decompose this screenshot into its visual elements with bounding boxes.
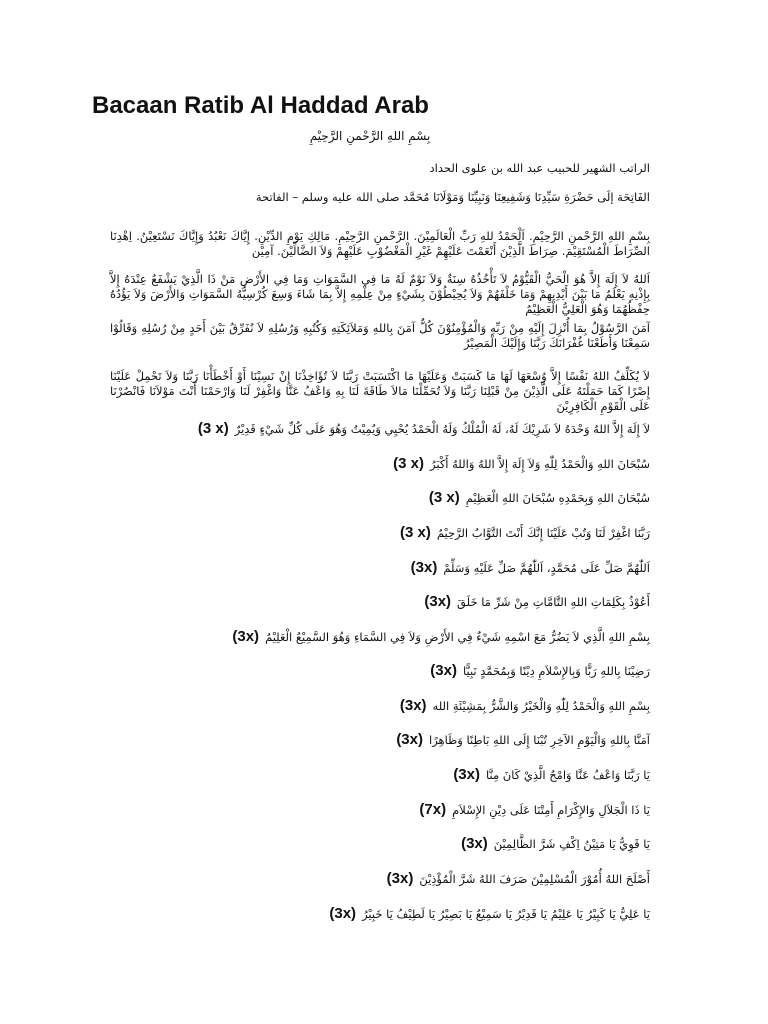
recitation-text: رَضِيْنَا بِاللهِ رَبًّا وَبِالإِسْلاَمِ دِيْنًا وَبِمُحَمَّدٍ نَبِيًّا	[462, 664, 650, 678]
recitation-line	[50, 524, 650, 541]
paragraph-la-yukallifu: لاَ يُكَلِّفُ اللهُ نَفْسًا إِلاَّ وُسْعَهَا لَهَا مَا كَسَبَتْ وَعَلَيْهَا مَا اكْتَسَبَتْ رَبَّنَا لاَ تُؤَاخِذْنَا إِنْ نَسِيْنَا أَوْ أَخْطَأْنَا رَبَّنَا وَلاَ تَحْمِلْ عَلَيْنَا إِصْرًا كَمَا حَمَلْتَهُ عَلَى الَّذِيْنَ مِنْ قَبْلِنَا رَبَّنَا وَلاَ تُحَمِّلْنَا مَالاَ طَاقَةَ لَنَا بِهِ وَاعْفُ عَنَّا وَاغْفِرْ لَنَا وَارْحَمْنَا أَنْتَ مَوْلاَنَا فَانْصُرْنَا عَلَى الْقَوْمِ الْكَافِرِيْنَ	[110, 369, 650, 413]
recitation-line	[50, 489, 650, 506]
paragraph-ayat-kursi: اَللهُ لاَ إِلَهَ إِلاَّ هُوَ الْحَيُّ الْقَيُّوْمُ لاَ تَأْخُذُهُ سِنَةٌ وَلاَ نَوْمٌ لَهُ مَا فِي السَّمَوَاتِ وَمَا فِي الأَرْضِ مَنْ ذَا الَّذِيْ يَشْفَعُ عِنْدَهُ إِلاَّ بِإِذْنِهِ يَعْلَمُ مَا بَيْنَ أَيْدِيهِمْ وَمَا خَلْفَهُمْ وَلاَ يُحِيْطُوْنَ بِشَيْءٍ مِنْ عِلْمِهِ إِلاَّ بِمَا شَاءَ وَسِعَ كُرْسِيُّهُ السَّمَوَاتِ وَالأَرْضَ وَلاَ يَؤُدُهُ حِفْظُهُمَا وَهُوَ الْعَلِيُّ الْعَظِيْمُ	[110, 272, 650, 316]
repeat-count: (3 x)	[399, 524, 431, 541]
repeat-count: (3 x)	[428, 489, 460, 506]
recitation-line	[50, 731, 650, 748]
recitation-line	[50, 593, 650, 610]
recitation-line	[50, 662, 650, 679]
basmala: بِسْمِ اللهِ الرَّحْمنِ الرَّحِيْمِ	[309, 129, 431, 143]
recitation-text: يَا قَوِيُّ يَا مَتِيْنُ اِكْفِ شَرَّ الظَّالِمِيْنَ	[493, 837, 650, 851]
recitation-text: يَا ذَا الْجَلاَلِ وَالإِكْرَامِ أَمِتْنَا عَلَى دِيْنِ الإِسْلاَمِ	[452, 803, 650, 817]
repeat-count: (3x)	[430, 662, 457, 679]
recitation-text: بِسْمِ اللهِ الَّذِي لاَ يَضُرُّ مَعَ اسْمِهِ شَيْءٌ فِي الأَرْضِ وَلاَ فِي السَّمَاءِ وَهُوَ السَّمِيْعُ الْعَلِيْمُ	[265, 630, 650, 644]
recitation-text: أَعُوْذُ بِكَلِمَاتِ اللهِ التَّامَّاتِ مِنْ شَرِّ مَا خَلَقَ	[457, 595, 650, 609]
repeat-count: (3 x)	[197, 420, 229, 437]
recitation-line	[50, 697, 650, 714]
repeat-count: (3x)	[453, 766, 480, 783]
recitation-text: اَللّٰهُمَّ صَلِّ عَلَى مُحَمَّدٍ، اَللّٰهُمَّ صَلِّ عَلَيْهِ وَسَلِّمْ	[443, 561, 650, 575]
repeat-count: (7x)	[419, 801, 447, 818]
page-title: Bacaan Ratib Al Haddad Arab	[92, 92, 429, 119]
recitation-line	[50, 801, 650, 818]
recitation-line	[50, 835, 650, 852]
repeat-count: (3x)	[399, 697, 427, 714]
recitation-line	[50, 905, 650, 922]
recitation-text: أَصْلَحَ اللهُ أُمُوْرَ الْمُسْلِمِيْنَ صَرَفَ اللهُ شَرَّ الْمُؤْذِيْنَ	[419, 872, 650, 886]
recitation-text: لاَ إِلَهَ إِلاَّ اللهُ وَحْدَهُ لاَ شَرِيْكَ لَهُ، لَهُ الْمُلْكُ وَلَهُ الْحَمْدُ يُحْيِي وَيُمِيْتُ وَهُوَ عَلَى كُلِّ شَيْءٍ قَدِيْرٌ	[234, 422, 650, 436]
recitation-line	[50, 870, 650, 887]
recitation-text: آمَنَّا بِاللهِ وَالْيَوْمِ الآخِرِ تُبْنَا إِلَى اللهِ بَاطِنًا وَظَاهِرًا	[429, 733, 650, 747]
repeat-count: (3x)	[396, 731, 423, 748]
recitation-text: يَا عَلِيُّ يَا كَبِيْرُ يَا عَلِيْمُ يَا قَدِيْرُ يَا سَمِيْعُ يَا بَصِيْرُ يَا لَطِيْفُ يَا خَبِيْرُ	[362, 907, 650, 921]
repeat-count: (3 x)	[393, 455, 424, 472]
recitation-line	[50, 420, 650, 437]
recitation-line	[50, 455, 650, 472]
paragraph-amana-rasul: آمَنَ الرَّسُوْلُ بِمَا أُنْزِلَ إِلَيْهِ مِنْ رَبِّهِ وَالْمُؤْمِنُوْنَ كُلٌّ آمَنَ بِاللهِ وَمَلاَئِكَتِهِ وَكُتُبِهِ وَرُسُلِهِ لاَ نُفَرِّقُ بَيْنَ أَحَدٍ مِنْ رُسُلِهِ وَقَالُوْا سَمِعْنَا وَأَطَعْنَا غُفْرَانَكَ رَبَّنَا وَإِلَيْكَ الْمَصِيْرُ	[110, 321, 650, 350]
repeat-count: (3x)	[386, 870, 414, 887]
recitation-line	[50, 628, 650, 645]
paragraph-fatihah: بِسْمِ اللهِ الرَّحْمنِ الرَّحِيْمِ. اَلْحَمْدُ للهِ رَبِّ الْعَالَمِيْنَ. الرَّحْمنِ الرَّحِيْمِ. مَالِكِ يَوْمِ الدِّيْنِ. إِيَّاكَ نَعْبُدُ وَإِيَّاكَ نَسْتَعِيْنُ. اِهْدِنَا الصِّرَاطَ الْمُسْتَقِيْمَ. صِرَاطَ الَّذِيْنَ أَنْعَمْتَ عَلَيْهِمْ غَيْرِ الْمَغْضُوْبِ عَلَيْهِمْ وَلاَ الضَّالِّيْنَ. آمِيْن	[110, 229, 650, 258]
recitation-text: رَبَّنَا اغْفِرْ لَنَا وَتُبْ عَلَيْنَا إِنَّكَ أَنْتَ التَّوَّابُ الرَّحِيْمُ	[436, 526, 650, 540]
repeat-count: (3x)	[461, 835, 488, 852]
repeat-count: (3x)	[232, 628, 260, 645]
intro-line: الراتب الشهير للحبيب عبد الله بن علوى الحداد	[429, 161, 650, 175]
repeat-count: (3x)	[410, 559, 438, 576]
recitation-line	[50, 559, 650, 576]
recitation-text: بِسْمِ اللهِ وَالْحَمْدُ لِلّٰهِ وَالْخَيْرُ وَالشَّرُّ بِمَشِيْئَةِ الله	[432, 699, 650, 713]
recitation-text: سُبْحَانَ اللهِ وَالْحَمْدُ لِلّٰهِ وَلاَ إِلَهَ إِلاَّ اللهُ وَاللهُ أَكْبَرُ	[430, 457, 650, 471]
recitation-line	[50, 766, 650, 783]
repeat-count: (3x)	[424, 593, 452, 610]
fatihah-intro-line: الفَاتِحَة إلَى حَضْرَةِ سَيِّدِنَا وَشَفِيعِنَا وَنَبِيِّنَا وَمَوْلَانَا مُحَمَّد صلى الله عليه وسلم – الفاتحة	[255, 190, 650, 204]
recitation-text: سُبْحَانَ اللهِ وَبِحَمْدِهِ سُبْحَانَ اللهِ الْعَظِيْمِ	[465, 491, 650, 505]
repeat-count: (3x)	[329, 905, 357, 922]
recitation-text: يَا رَبَّنَا وَاعْفُ عَنَّا وَامْحُ الَّذِيْ كَانَ مِنَّا	[486, 768, 650, 782]
